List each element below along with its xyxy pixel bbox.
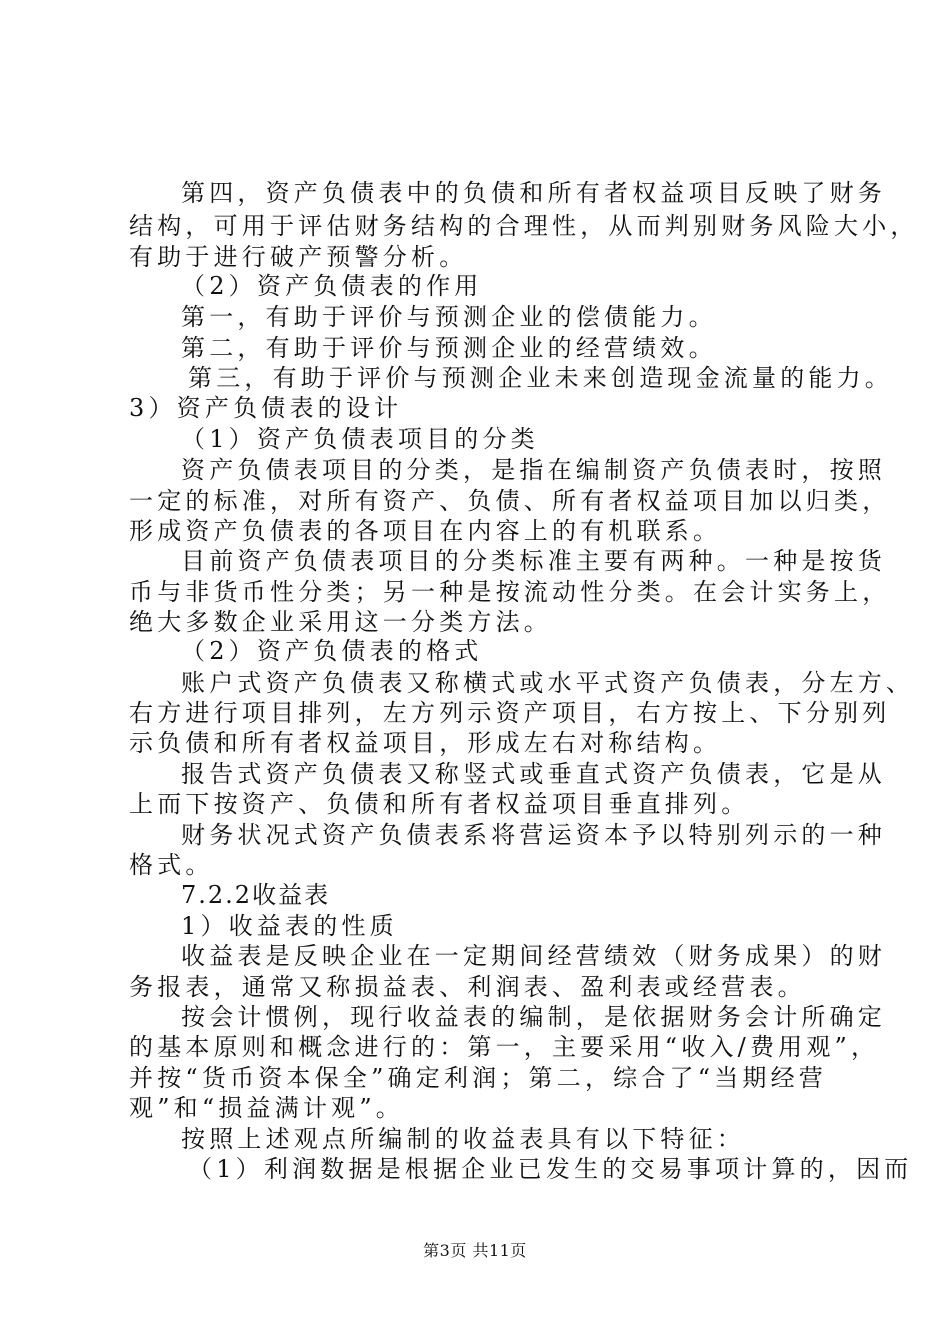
section-heading: 3）资产负债表的设计 bbox=[129, 394, 403, 422]
paragraph-line: 账户式资产负债表又称横式或水平式资产负债表，分左方、 bbox=[181, 669, 915, 697]
paragraph-line: 上而下按资产、负债和所有者权益项目垂直排列。 bbox=[129, 790, 750, 818]
paragraph-line: 右方进行项目排列，左方列示资产项目，右方按上、下分别列 bbox=[129, 699, 891, 727]
paragraph-line: 财务状况式资产负债表系将营运资本予以特别列示的一种 bbox=[181, 821, 886, 849]
paragraph-line: 格式。 bbox=[129, 851, 214, 879]
section-heading: （2）资产负债表的作用 bbox=[181, 272, 483, 300]
paragraph-line: 务报表，通常又称损益表、利润表、盈利表或经营表。 bbox=[129, 973, 806, 1001]
section-heading: （1）资产负债表项目的分类 bbox=[181, 425, 539, 453]
page-number-footer: 第3页 共11页 bbox=[423, 1241, 527, 1260]
paragraph-line: （1）利润数据是根据企业已发生的交易事项计算的，因而 bbox=[188, 1155, 913, 1183]
paragraph-line: 按照上述观点所编制的收益表具有以下特征： bbox=[181, 1125, 745, 1153]
paragraph-line: 一定的标准，对所有资产、负债、所有者权益项目加以归类， bbox=[129, 487, 891, 515]
paragraph-line: 结构，可用于评估财务结构的合理性，从而判别财务风险大小， bbox=[129, 212, 919, 240]
paragraph-line: 观”和“损益满计观”。 bbox=[129, 1094, 405, 1122]
paragraph-line: 收益表是反映企业在一定期间经营绩效（财务成果）的财 bbox=[181, 942, 886, 970]
paragraph-line: 第三，有助于评价与预测企业未来创造现金流量的能力。 bbox=[188, 364, 893, 392]
paragraph-line: 并按“货币资本保全”确定利润；第二，综合了“当期经营 bbox=[129, 1064, 828, 1092]
paragraph-line: 目前资产负债表项目的分类标准主要有两种。一种是按货 bbox=[181, 547, 886, 575]
paragraph-line: 的基本原则和概念进行的：第一，主要采用“收入/费用观”， bbox=[129, 1033, 880, 1061]
paragraph-line: 有助于进行破产预警分析。 bbox=[129, 243, 468, 271]
paragraph-line: 币与非货币性分类；另一种是按流动性分类。在会计实务上， bbox=[129, 578, 891, 606]
paragraph-line: 形成资产负债表的各项目在内容上的有机联系。 bbox=[129, 517, 722, 545]
paragraph-line: 示负债和所有者权益项目，形成左右对称结构。 bbox=[129, 729, 722, 757]
section-heading: 1）收益表的性质 bbox=[181, 912, 398, 940]
section-heading: （2）资产负债表的格式 bbox=[181, 637, 483, 665]
section-heading: 7.2.2收益表 bbox=[181, 881, 331, 909]
paragraph-line: 第一，有助于评价与预测企业的偿债能力。 bbox=[181, 303, 717, 331]
paragraph-line: 按会计惯例，现行收益表的编制，是依据财务会计所确定 bbox=[181, 1003, 886, 1031]
paragraph-line: 报告式资产负债表又称竖式或垂直式资产负债表，它是从 bbox=[181, 760, 886, 788]
paragraph-line: 绝大多数企业采用这一分类方法。 bbox=[129, 608, 552, 636]
paragraph-line: 第二，有助于评价与预测企业的经营绩效。 bbox=[181, 334, 717, 362]
paragraph-line: 资产负债表项目的分类，是指在编制资产负债表时，按照 bbox=[181, 456, 886, 484]
paragraph-line: 第四，资产负债表中的负债和所有者权益项目反映了财务 bbox=[181, 179, 886, 207]
